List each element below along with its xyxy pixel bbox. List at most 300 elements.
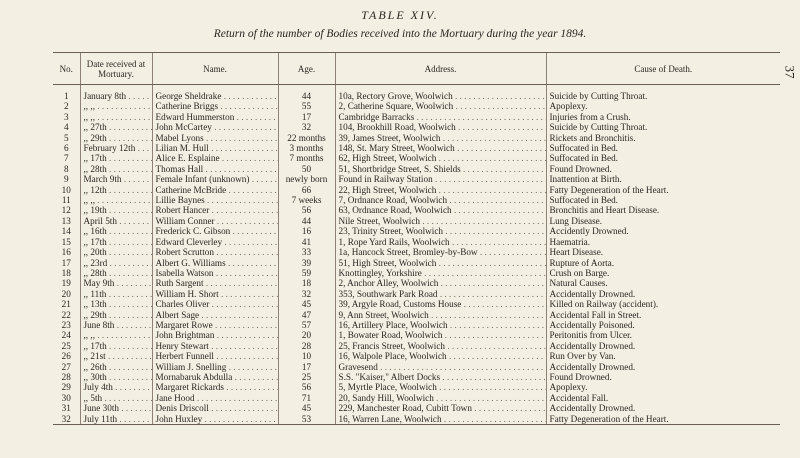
cell-name-text: William Conner . . . bbox=[156, 216, 279, 226]
cell-no-text: 1 bbox=[63, 91, 69, 101]
cell-no-text: 5 bbox=[63, 132, 69, 143]
cell-age bbox=[278, 372, 335, 382]
cell-age-text: 32 bbox=[301, 288, 312, 299]
cell-name-text: Margaret Rowe . . . bbox=[156, 320, 279, 330]
cell-no bbox=[53, 278, 80, 288]
cell-name bbox=[152, 164, 278, 174]
cell-cause bbox=[546, 330, 780, 340]
cell-date-text: March 9th . . . bbox=[84, 174, 153, 184]
cell-date bbox=[80, 195, 152, 205]
cell-cause bbox=[546, 153, 780, 163]
cell-address bbox=[335, 195, 546, 205]
cell-date-text: January 8th . . . bbox=[84, 91, 153, 101]
cell-cause-text: Natural Causes. bbox=[549, 278, 608, 289]
cell-address bbox=[335, 362, 546, 372]
cell-no bbox=[53, 122, 80, 132]
cell-no-text: 15 bbox=[61, 236, 71, 247]
cell-name-text: Female Infant (unknown) . . . bbox=[156, 174, 279, 184]
cell-age-text: 33 bbox=[301, 247, 312, 258]
cell-no-text: 31 bbox=[61, 403, 71, 414]
cell-name bbox=[152, 143, 278, 153]
cell-address bbox=[335, 310, 546, 320]
cell-cause bbox=[546, 341, 780, 351]
page-subtitle: Return of the number of Bodies received into the Mortuary during the year 1894. bbox=[213, 28, 587, 40]
cell-date bbox=[80, 310, 152, 320]
cell-age bbox=[278, 85, 335, 102]
cell-address-text: 148, St. Mary Street, Woolwich . . . bbox=[339, 143, 547, 153]
cell-no-text: 27 bbox=[61, 361, 71, 372]
cell-name-text: Robert Hancer . . . bbox=[156, 205, 279, 215]
cell-cause-text: Peritonitis from Ulcer. bbox=[549, 330, 632, 341]
cell-cause-text: Apoplexy. bbox=[549, 382, 588, 393]
cell-address-text: S.S. "Kaiser," Albert Docks . . . bbox=[339, 372, 547, 382]
cell-no bbox=[53, 382, 80, 392]
cell-date bbox=[80, 330, 152, 340]
table-row bbox=[53, 133, 780, 143]
cell-age bbox=[278, 133, 335, 143]
cell-age-text: 25 bbox=[301, 371, 312, 382]
cell-cause-text: Found Drowned. bbox=[549, 163, 612, 174]
cell-address bbox=[335, 112, 546, 122]
cell-cause-text: Accidentally Drowned. bbox=[549, 340, 636, 351]
cell-cause bbox=[546, 143, 780, 153]
cell-name bbox=[152, 393, 278, 403]
cell-name-text: John Huxley . . . bbox=[156, 414, 279, 424]
cell-cause bbox=[546, 382, 780, 392]
cell-cause-text: Accidently Drowned. bbox=[549, 226, 629, 237]
cell-address-text: 23, Trinity Street, Woolwich . . . bbox=[339, 226, 547, 236]
cell-cause bbox=[546, 299, 780, 309]
table-row bbox=[53, 341, 780, 351]
cell-address bbox=[335, 174, 546, 184]
table-row bbox=[53, 112, 780, 122]
table-row bbox=[53, 164, 780, 174]
cell-age bbox=[278, 268, 335, 278]
cell-cause bbox=[546, 268, 780, 278]
cell-name bbox=[152, 330, 278, 340]
cell-age bbox=[278, 185, 335, 195]
cell-no bbox=[53, 101, 80, 111]
cell-address bbox=[335, 341, 546, 351]
cell-age-text: 56 bbox=[301, 205, 312, 216]
cell-no-text: 13 bbox=[61, 215, 71, 226]
cell-address bbox=[335, 268, 546, 278]
cell-age-text: 20 bbox=[301, 330, 312, 341]
cell-cause bbox=[546, 362, 780, 372]
cell-age-text: 22 months bbox=[287, 132, 326, 143]
cell-address bbox=[335, 143, 546, 153]
page-title: TABLE XIV. bbox=[361, 8, 439, 22]
table-row bbox=[53, 226, 780, 236]
cell-address-text: 5, Myrtle Place, Woolwich . . . bbox=[339, 382, 547, 392]
cell-date bbox=[80, 247, 152, 257]
cell-no-text: 28 bbox=[61, 371, 71, 382]
cell-date-text: ,, 20th . . . bbox=[84, 247, 153, 257]
cell-age bbox=[278, 101, 335, 111]
cell-date-text: ,, 28th . . . bbox=[84, 268, 153, 278]
cell-no-text: 10 bbox=[61, 184, 71, 195]
cell-cause-text: Accidental Fall in Street. bbox=[549, 309, 642, 320]
cell-address bbox=[335, 247, 546, 257]
cell-cause-text: Accidentally Drowned. bbox=[549, 288, 636, 299]
cell-cause-text: Haematria. bbox=[549, 236, 591, 247]
cell-date-text: ,, ,, . . . bbox=[84, 112, 153, 122]
cell-age-text: 50 bbox=[301, 163, 312, 174]
cell-name bbox=[152, 133, 278, 143]
cell-name-text: Catherine Briggs . . . bbox=[156, 101, 279, 111]
cell-address bbox=[335, 393, 546, 403]
cell-name-text: Thomas Hall . . . bbox=[156, 164, 279, 174]
cell-no-text: 17 bbox=[61, 257, 71, 268]
cell-date bbox=[80, 258, 152, 268]
cell-date-text: ,, 13th . . . bbox=[84, 299, 153, 309]
cell-no-text: 8 bbox=[63, 163, 69, 174]
cell-name-text: George Sheldrake . . . bbox=[156, 91, 279, 101]
cell-address bbox=[335, 414, 546, 425]
cell-no bbox=[53, 174, 80, 184]
table-row bbox=[53, 174, 780, 184]
cell-no-text: 6 bbox=[63, 143, 69, 154]
cell-age-text: 18 bbox=[301, 278, 312, 289]
col-header-address: Address. bbox=[335, 53, 546, 85]
cell-name-text: Lilian M. Hull . . . bbox=[156, 143, 279, 153]
cell-address-text: 62, High Street, Woolwich . . . bbox=[339, 153, 547, 163]
table-row bbox=[53, 351, 780, 361]
cell-age bbox=[278, 143, 335, 153]
cell-age-text: 39 bbox=[301, 257, 312, 268]
cell-date bbox=[80, 351, 152, 361]
col-header-age: Age. bbox=[278, 53, 335, 85]
cell-age bbox=[278, 362, 335, 372]
cell-date-text: July 11th . . . bbox=[84, 414, 153, 424]
cell-date-text: ,, 16th . . . bbox=[84, 226, 153, 236]
cell-no bbox=[53, 403, 80, 413]
cell-date-text: July 4th . . . bbox=[84, 382, 153, 392]
table-row bbox=[53, 237, 780, 247]
cell-age bbox=[278, 278, 335, 288]
cell-no-text: 18 bbox=[61, 267, 71, 278]
cell-date bbox=[80, 122, 152, 132]
cell-name bbox=[152, 195, 278, 205]
table-header-row bbox=[53, 53, 780, 85]
cell-name-text: Edward Hummerston . . . bbox=[156, 112, 279, 122]
cell-address-text: 1a, Hancock Street, Bromley-by-Bow . . . bbox=[339, 247, 547, 257]
cell-date-text: ,, 17th . . . bbox=[84, 153, 153, 163]
cell-cause-text: Killed on Railway (accident). bbox=[549, 299, 659, 310]
cell-date bbox=[80, 414, 152, 425]
cell-date-text: May 9th . . . bbox=[84, 278, 153, 288]
cell-address bbox=[335, 382, 546, 392]
cell-no bbox=[53, 299, 80, 309]
cell-age bbox=[278, 174, 335, 184]
cell-name bbox=[152, 351, 278, 361]
cell-date-text: ,, 27th . . . bbox=[84, 122, 153, 132]
cell-date bbox=[80, 268, 152, 278]
cell-address-text: 39, James Street, Woolwich . . . bbox=[339, 133, 547, 143]
cell-cause bbox=[546, 133, 780, 143]
cell-age-text: 32 bbox=[301, 122, 312, 133]
cell-no bbox=[53, 226, 80, 236]
cell-no-text: 14 bbox=[61, 226, 71, 237]
cell-date bbox=[80, 341, 152, 351]
cell-age-text: 47 bbox=[301, 309, 312, 320]
cell-age-text: 17 bbox=[301, 361, 312, 372]
cell-age bbox=[278, 403, 335, 413]
cell-no bbox=[53, 143, 80, 153]
cell-cause-text: Suffocated in Bed. bbox=[549, 143, 618, 154]
cell-name bbox=[152, 362, 278, 372]
cell-name bbox=[152, 122, 278, 132]
cell-cause-text: Accidentally Drowned. bbox=[549, 403, 636, 414]
col-header-name: Name. bbox=[152, 53, 278, 85]
cell-name-text: Mabel Lyons . . . bbox=[156, 133, 279, 143]
cell-cause-text: Fatty Degeneration of the Heart. bbox=[549, 184, 669, 195]
cell-age-text: 10 bbox=[301, 351, 312, 362]
cell-age-text: 17 bbox=[301, 111, 312, 122]
cell-address bbox=[335, 164, 546, 174]
table-row bbox=[53, 258, 780, 268]
cell-address-text: 63, Ordnance Road, Woolwich . . . bbox=[339, 205, 547, 215]
cell-no bbox=[53, 258, 80, 268]
cell-name bbox=[152, 85, 278, 102]
cell-address-text: 1, Rope Yard Rails, Woolwich . . . bbox=[339, 237, 547, 247]
cell-name bbox=[152, 185, 278, 195]
cell-address-text: 16, Artillery Place, Woolwich . . . bbox=[339, 320, 547, 330]
cell-name-text: John Brightman . . . bbox=[156, 330, 279, 340]
cell-no bbox=[53, 351, 80, 361]
cell-age-text: 57 bbox=[301, 319, 312, 330]
cell-date-text: June 30th . . . bbox=[84, 403, 153, 413]
cell-age-text: 28 bbox=[301, 340, 312, 351]
cell-address bbox=[335, 216, 546, 226]
cell-address-text: 353, Southwark Park Road . . . bbox=[339, 289, 547, 299]
table-row bbox=[53, 122, 780, 132]
cell-cause bbox=[546, 101, 780, 111]
cell-name bbox=[152, 268, 278, 278]
cell-no bbox=[53, 153, 80, 163]
cell-address-text: Found in Railway Station . . . bbox=[339, 174, 547, 184]
cell-no bbox=[53, 289, 80, 299]
cell-date-text: ,, 21st . . . bbox=[84, 351, 153, 361]
cell-age bbox=[278, 393, 335, 403]
cell-cause-text: Accidentally Poisoned. bbox=[549, 319, 635, 330]
cell-age-text: 44 bbox=[301, 91, 312, 101]
cell-address-text: 25, Francis Street, Woolwich . . . bbox=[339, 341, 547, 351]
cell-address bbox=[335, 258, 546, 268]
cell-age bbox=[278, 258, 335, 268]
cell-cause bbox=[546, 226, 780, 236]
cell-address-text: 10a, Rectory Grove, Woolwich . . . bbox=[339, 91, 547, 101]
cell-age bbox=[278, 299, 335, 309]
cell-age-text: 41 bbox=[301, 236, 312, 247]
cell-age bbox=[278, 289, 335, 299]
cell-cause-text: Injuries from a Crush. bbox=[549, 111, 631, 122]
cell-cause bbox=[546, 258, 780, 268]
cell-address-text: Cambridge Barracks . . . bbox=[339, 112, 547, 122]
cell-address-text: 229, Manchester Road, Cubitt Town . . . bbox=[339, 403, 547, 413]
cell-no bbox=[53, 393, 80, 403]
cell-cause bbox=[546, 247, 780, 257]
cell-age bbox=[278, 195, 335, 205]
cell-name bbox=[152, 258, 278, 268]
table-row bbox=[53, 310, 780, 320]
table-row bbox=[53, 393, 780, 403]
cell-no bbox=[53, 85, 80, 102]
cell-date-text: ,, 19th . . . bbox=[84, 205, 153, 215]
cell-date-text: ,, 28th . . . bbox=[84, 164, 153, 174]
cell-age bbox=[278, 112, 335, 122]
cell-no-text: 21 bbox=[61, 299, 71, 310]
cell-name bbox=[152, 205, 278, 215]
cell-date bbox=[80, 237, 152, 247]
cell-age bbox=[278, 226, 335, 236]
cell-age bbox=[278, 310, 335, 320]
cell-date-text: ,, ,, . . . bbox=[84, 101, 153, 111]
cell-name bbox=[152, 320, 278, 330]
cell-name-text: Isabella Watson . . . bbox=[156, 268, 279, 278]
cell-date bbox=[80, 205, 152, 215]
cell-address bbox=[335, 351, 546, 361]
cell-cause bbox=[546, 85, 780, 102]
cell-no-text: 3 bbox=[63, 111, 69, 122]
cell-date-text: ,, 17th . . . bbox=[84, 237, 153, 247]
cell-cause bbox=[546, 351, 780, 361]
cell-date bbox=[80, 372, 152, 382]
cell-cause bbox=[546, 414, 780, 425]
cell-date bbox=[80, 143, 152, 153]
table-row bbox=[53, 268, 780, 278]
cell-address-text: 2, Catherine Square, Woolwich . . . bbox=[339, 101, 547, 111]
cell-age-text: 59 bbox=[301, 267, 312, 278]
cell-name bbox=[152, 247, 278, 257]
table-row bbox=[53, 330, 780, 340]
cell-name bbox=[152, 382, 278, 392]
cell-age bbox=[278, 153, 335, 163]
cell-address-text: 9, Ann Street, Woolwich . . . bbox=[339, 310, 547, 320]
cell-name bbox=[152, 174, 278, 184]
cell-name-text: Margaret Rickards . . . bbox=[156, 382, 279, 392]
col-header-date: Date received at Mortuary. bbox=[80, 53, 152, 85]
cell-name bbox=[152, 216, 278, 226]
cell-no-text: 25 bbox=[61, 340, 71, 351]
cell-date-text: ,, 29th . . . bbox=[84, 310, 153, 320]
cell-no-text: 4 bbox=[63, 122, 69, 133]
cell-name bbox=[152, 299, 278, 309]
cell-age-text: 7 weeks bbox=[291, 195, 322, 206]
cell-no bbox=[53, 216, 80, 226]
cell-age bbox=[278, 351, 335, 361]
cell-date bbox=[80, 185, 152, 195]
cell-name-text: Frederick C. Gibson . . . bbox=[156, 226, 279, 236]
table-row bbox=[53, 216, 780, 226]
cell-address-text: 2, Anchor Alley, Woolwich . . . bbox=[339, 278, 547, 288]
cell-cause bbox=[546, 320, 780, 330]
cell-age bbox=[278, 320, 335, 330]
cell-date-text: February 12th . . . bbox=[84, 143, 153, 153]
cell-date bbox=[80, 382, 152, 392]
cell-address-text: 39, Argyle Road, Customs House . . . bbox=[339, 299, 547, 309]
cell-cause-text: Suffocated in Bed. bbox=[549, 153, 618, 164]
cell-cause-text: Lung Disease. bbox=[549, 215, 603, 226]
cell-cause-text: Apoplexy. bbox=[549, 101, 588, 112]
cell-date bbox=[80, 362, 152, 372]
cell-address bbox=[335, 320, 546, 330]
cell-name-text: Charles Oliver . . . bbox=[156, 299, 279, 309]
cell-address-text: 7, Ordnance Road, Woolwich . . . bbox=[339, 195, 547, 205]
cell-name bbox=[152, 403, 278, 413]
cell-no-text: 11 bbox=[61, 195, 71, 206]
cell-address-text: 51, High Street, Woolwich . . . bbox=[339, 258, 547, 268]
cell-age-text: 55 bbox=[301, 101, 312, 112]
cell-age bbox=[278, 330, 335, 340]
cell-date bbox=[80, 112, 152, 122]
cell-name bbox=[152, 278, 278, 288]
cell-no bbox=[53, 247, 80, 257]
cell-cause-text: Run Over by Van. bbox=[549, 351, 616, 362]
cell-no bbox=[53, 310, 80, 320]
table-row bbox=[53, 289, 780, 299]
cell-age-text: 56 bbox=[301, 382, 312, 393]
cell-date-text: ,, 29th . . . bbox=[84, 133, 153, 143]
cell-cause bbox=[546, 216, 780, 226]
cell-cause-text: Rickets and Bronchitis. bbox=[549, 132, 636, 143]
cell-no bbox=[53, 320, 80, 330]
cell-no-text: 26 bbox=[61, 351, 71, 362]
cell-address bbox=[335, 237, 546, 247]
mortuary-table bbox=[53, 52, 780, 425]
cell-date bbox=[80, 320, 152, 330]
cell-address-text: 22, High Street, Woolwich . . . bbox=[339, 185, 547, 195]
cell-no bbox=[53, 112, 80, 122]
cell-name-text: Jane Hood . . . bbox=[156, 393, 279, 403]
cell-date-text: ,, ,, . . . bbox=[84, 195, 153, 205]
table-row bbox=[53, 372, 780, 382]
cell-name-text: John McCartey . . . bbox=[156, 122, 279, 132]
cell-name bbox=[152, 112, 278, 122]
cell-cause-text: Crush on Barge. bbox=[549, 267, 610, 278]
cell-cause-text: Inattention at Birth. bbox=[549, 174, 622, 185]
cell-cause-text: Fatty Degeneration of the Heart. bbox=[549, 413, 669, 424]
cell-age bbox=[278, 164, 335, 174]
cell-no-text: 2 bbox=[63, 101, 69, 112]
cell-name bbox=[152, 153, 278, 163]
cell-no bbox=[53, 185, 80, 195]
cell-cause bbox=[546, 237, 780, 247]
cell-address bbox=[335, 278, 546, 288]
table-row bbox=[53, 414, 780, 425]
cell-no-text: 30 bbox=[61, 392, 71, 403]
cell-date bbox=[80, 101, 152, 111]
cell-age-text: 7 months bbox=[289, 153, 324, 164]
cell-date-text: ,, ,, . . . bbox=[84, 330, 153, 340]
cell-cause-text: Accidental Fall. bbox=[549, 392, 609, 403]
cell-name-text: Albert G. Williams . . . bbox=[156, 258, 279, 268]
cell-age bbox=[278, 247, 335, 257]
cell-age bbox=[278, 122, 335, 132]
cell-age-text: 45 bbox=[301, 299, 312, 310]
cell-date bbox=[80, 278, 152, 288]
table-row bbox=[53, 205, 780, 215]
cell-cause bbox=[546, 372, 780, 382]
table-row bbox=[53, 85, 780, 102]
cell-cause bbox=[546, 393, 780, 403]
cell-date bbox=[80, 85, 152, 102]
cell-cause bbox=[546, 122, 780, 132]
cell-name bbox=[152, 226, 278, 236]
cell-date bbox=[80, 133, 152, 143]
cell-name-text: Edward Cleverley . . . bbox=[156, 237, 279, 247]
cell-name-text: Denis Driscoll . . . bbox=[156, 403, 279, 413]
